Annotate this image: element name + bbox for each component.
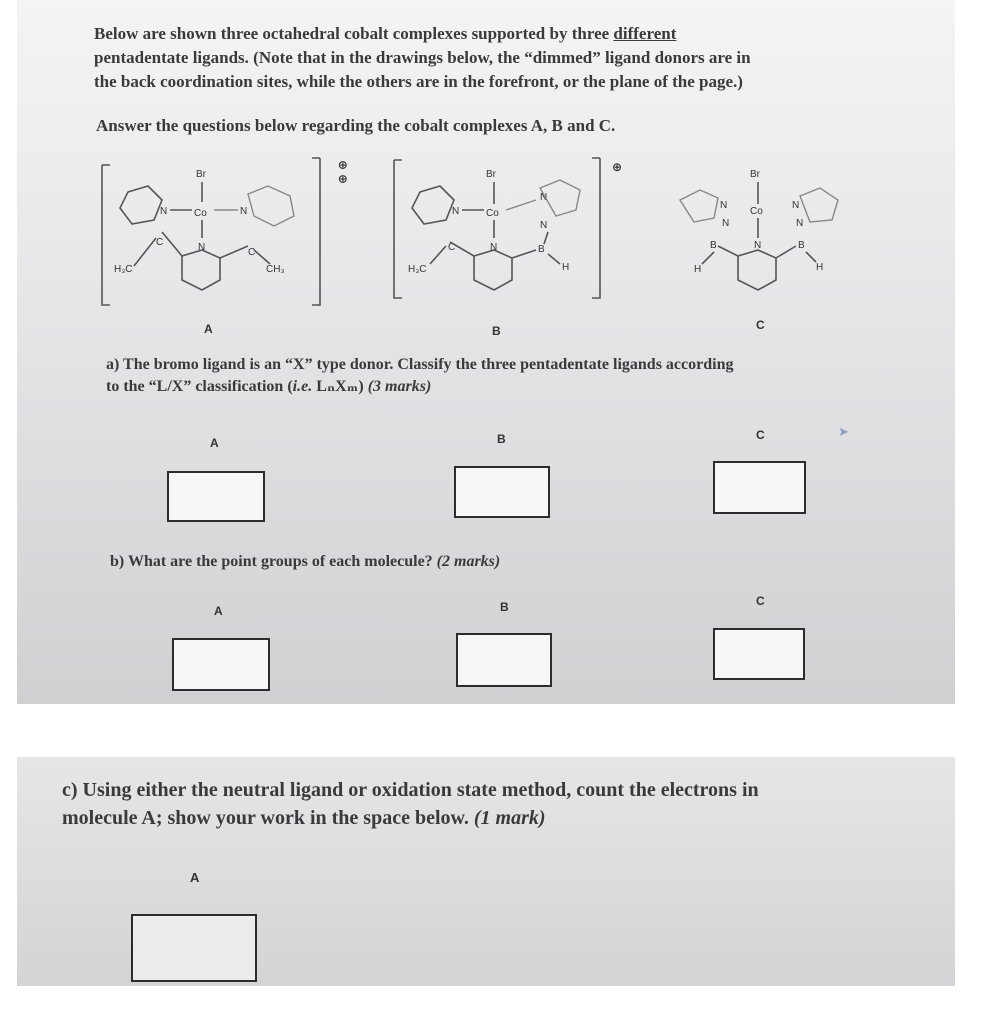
c-atom-br: Br <box>750 169 760 180</box>
structure-b-label: B <box>492 324 501 338</box>
c-atom-n-left: N <box>720 200 728 211</box>
question-a-label-a: A <box>210 436 219 450</box>
question-b-label-c: C <box>756 594 765 608</box>
c-atom-n-pz-left: N <box>722 218 730 229</box>
structure-c-label: C <box>756 318 765 332</box>
question-b-line: b) What are the point groups of each molecule? <box>110 553 433 570</box>
intro-line-1: Below are shown three octahedral cobalt complexes supported by three <box>94 24 614 43</box>
question-c-text <box>62 776 942 832</box>
structure-a-label: A <box>204 322 213 336</box>
b-atom-h3c: H₃C <box>408 264 427 275</box>
question-a-formula: LₙXₘ) <box>312 378 364 395</box>
c-atom-n-center: N <box>754 240 762 251</box>
worksheet-top <box>17 0 955 704</box>
b-atom-n-center: N <box>490 242 498 253</box>
answer-box-a-ligand-c[interactable] <box>713 461 806 514</box>
answer-box-c-molecule-a[interactable] <box>131 914 257 982</box>
question-a-line-1: a) The bromo ligand is an “X” type donor. Classify the three pentadentate ligands according <box>106 356 734 373</box>
c-atom-co: Co <box>750 206 763 217</box>
question-a-ie: i.e. <box>292 378 313 395</box>
a-atom-c-left: C <box>156 237 164 248</box>
intro-line-3: the back coordination sites, while the others are in the forefront, or the plane of the page.) <box>94 72 743 91</box>
question-a-text <box>106 354 906 398</box>
b-atom-n-left: N <box>452 206 460 217</box>
question-a-marks: (3 marks) <box>367 378 432 395</box>
question-a-line-2: to the “L/X” classification ( <box>106 378 293 395</box>
answer-box-a-ligand-a[interactable] <box>167 471 265 522</box>
c-atom-h-right: H <box>816 262 824 273</box>
intro-underlined-word: different <box>613 24 677 43</box>
question-c-label-a: A <box>190 870 200 885</box>
question-b-label-a: A <box>214 604 223 618</box>
structure-c-drawing <box>660 150 860 300</box>
instruction-text: Answer the questions below regarding the cobalt complexes A, B and C. <box>96 116 616 135</box>
structure-a-charge: ⊕⊕ <box>336 160 350 189</box>
a-atom-co: Co <box>194 208 207 219</box>
structure-b-drawing <box>390 150 630 310</box>
question-a-label-b: B <box>497 432 506 446</box>
answer-box-b-molecule-c[interactable] <box>713 628 805 680</box>
a-atom-n-right: N <box>240 206 248 217</box>
a-atom-h3c: H₃C <box>114 264 133 275</box>
a-atom-ch3: CH₃ <box>266 264 285 275</box>
question-b-text <box>110 551 500 573</box>
structure-b-charge: ⊕ <box>612 160 623 174</box>
question-c-marks: (1 mark) <box>473 807 546 829</box>
answer-box-a-ligand-b[interactable] <box>454 466 550 518</box>
a-atom-c-right: C <box>248 247 256 258</box>
b-atom-n-right: N <box>540 192 548 203</box>
b-atom-b: B <box>538 244 545 255</box>
a-atom-n-left: N <box>160 206 168 217</box>
b-atom-c: C <box>448 242 456 253</box>
c-atom-n-right: N <box>792 200 800 211</box>
c-atom-h-left: H <box>694 264 702 275</box>
cursor-arrow-icon: ➤ <box>838 425 849 440</box>
question-b-label-b: B <box>500 600 509 614</box>
b-atom-br: Br <box>486 169 496 180</box>
intro-line-2: pentadentate ligands. (Note that in the drawings below, the “dimmed” ligand donors are in <box>94 48 751 67</box>
c-atom-b-right: B <box>798 240 805 251</box>
b-atom-n-pz: N <box>540 220 548 231</box>
question-c-line-2: molecule A; show your work in the space below. <box>62 807 469 829</box>
intro-paragraph <box>94 22 894 94</box>
c-atom-n-pz-right: N <box>796 218 804 229</box>
c-atom-b-left: B <box>710 240 717 251</box>
structure-a-drawing <box>98 150 358 310</box>
answer-box-b-molecule-a[interactable] <box>172 638 270 691</box>
b-atom-co: Co <box>486 208 499 219</box>
a-atom-n-center: N <box>198 242 206 253</box>
b-atom-h: H <box>562 262 570 273</box>
answer-box-b-molecule-b[interactable] <box>456 633 552 687</box>
a-atom-br: Br <box>196 169 206 180</box>
question-c-line-1: c) Using either the neutral ligand or oxidation state method, count the electrons in <box>62 779 759 801</box>
question-b-marks: (2 marks) <box>436 553 501 570</box>
question-a-label-c: C <box>756 428 765 442</box>
